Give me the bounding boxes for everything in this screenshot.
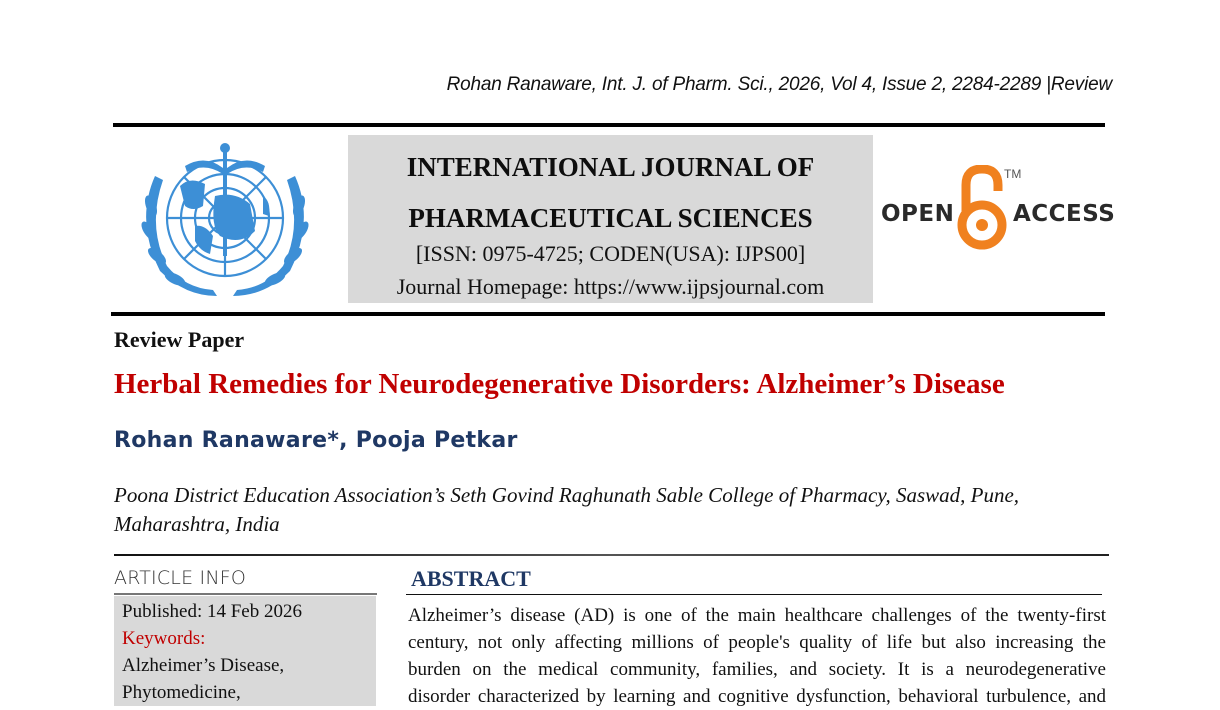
journal-title-line-2: PHARMACEUTICAL SCIENCES [408,203,813,233]
journal-masthead [348,135,873,303]
journal-issn: [ISSN: 0975-4725; CODEN(USA): IJPS00] [415,241,806,266]
abstract-rule [406,594,1102,595]
author-affiliation [114,481,1104,539]
abstract-body [408,602,1106,710]
keyword-item: Alzheimer’s Disease, [122,655,285,676]
abstract-line: century, not only affecting millions of people's quality of life but also increasing the [408,632,1106,653]
section-divider [114,554,1109,556]
paper-type-label: Review Paper [114,327,245,352]
paper-title: Herbal Remedies for Neurodegenerative Disorders: Alzheimer’s Disease [114,368,1005,400]
open-access-logo [880,165,1116,255]
keywords-label: Keywords: [122,628,206,649]
abstract-line: burden on the medical community, families, and society. It is a neurodegenerative [408,659,1106,680]
article-info-rule [114,593,377,595]
keyword-item: Phytomedicine, [122,682,241,703]
article-info-panel [114,596,376,706]
open-access-lock-icon [954,165,1010,251]
masthead-top-rule [113,123,1105,127]
trademark-mark: TM [1004,167,1022,181]
masthead-bottom-rule [111,312,1105,316]
who-emblem-icon [125,136,325,306]
article-info-heading: ARTICLE INFO [114,567,247,589]
open-access-open-text: OPEN [881,201,955,227]
abstract-line: Alzheimer’s disease (AD) is one of the main healthcare challenges of the twenty-first [408,605,1106,626]
affiliation-line-2: Maharashtra, India [114,512,280,536]
open-access-access-text: ACCESS [1013,201,1116,227]
published-date: Published: 14 Feb 2026 [122,601,302,622]
journal-title-line-1: INTERNATIONAL JOURNAL OF [406,152,815,182]
running-header-citation: Rohan Ranaware, Int. J. of Pharm. Sci., 2026, Vol 4, Issue 2, 2284-2289 |Review [446,74,1112,95]
journal-homepage: Journal Homepage: https://www.ijpsjournal.com [396,274,825,299]
abstract-heading: ABSTRACT [411,566,531,591]
abstract-line: disorder characterized by learning and cognitive dysfunction, behavioral turbulence, and [408,686,1106,707]
affiliation-line-1: Poona District Education Association’s Seth Govind Raghunath Sable College of Pharmacy, Saswad, Pune, [114,483,1020,507]
author-list: Rohan Ranaware*, Pooja Petkar [114,428,518,453]
